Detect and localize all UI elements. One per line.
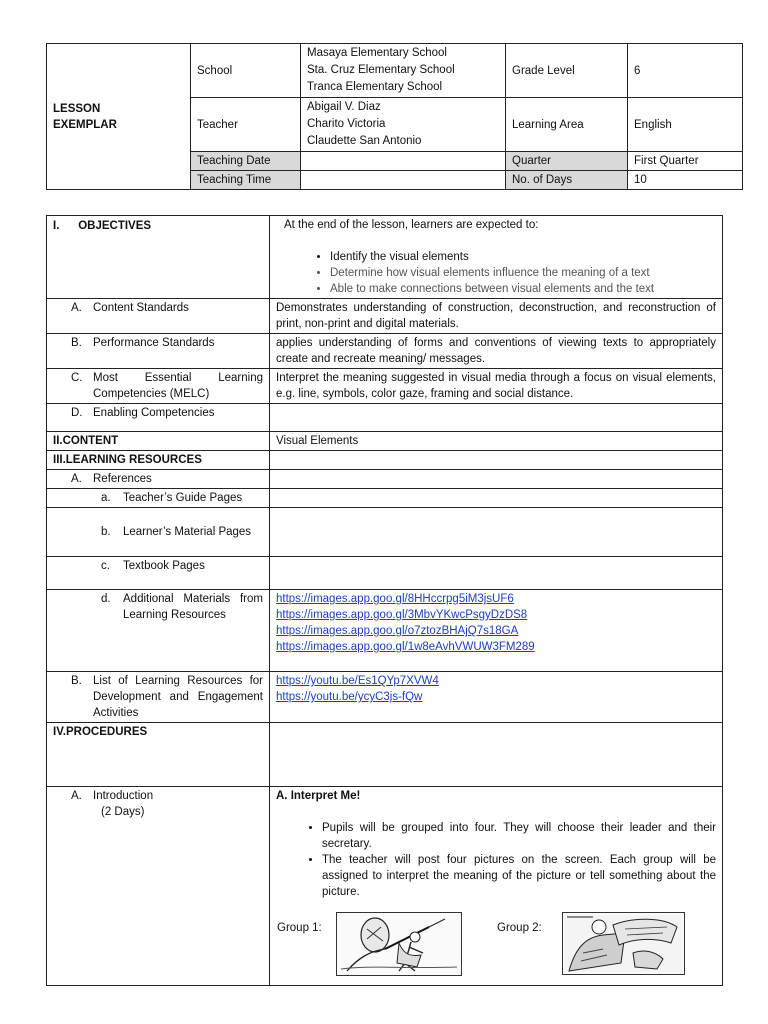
- lm-key: b.: [101, 526, 111, 538]
- youtube-link[interactable]: https://youtu.be/Es1QYp7XVW4: [276, 675, 439, 687]
- area-label: Learning Area: [506, 98, 628, 152]
- references-label: [47, 470, 270, 489]
- introduction-body: [270, 787, 723, 986]
- school-3: Tranca Elementary School: [307, 81, 443, 93]
- references-empty: [270, 470, 723, 489]
- references-key: A.: [71, 473, 82, 485]
- enabling-title: Enabling Competencies: [93, 407, 215, 419]
- teacher-1: Abigail V. Diaz: [307, 101, 381, 113]
- performance-standards-title: Performance Standards: [93, 337, 215, 349]
- introduction-title: Introduction: [93, 790, 154, 802]
- objectives-num: I.: [53, 220, 60, 232]
- lm-title: Learner’s Material Pages: [123, 526, 252, 538]
- melc-key: C.: [71, 372, 83, 384]
- performance-standards-text: applies understanding of forms and conventions of viewing texts to appropriately create and recreate meaning/ messages.: [270, 334, 723, 369]
- content-standards-key: A.: [71, 302, 82, 314]
- quarter-value: First Quarter: [628, 152, 743, 171]
- objectives-list: [284, 249, 716, 297]
- header-table: [46, 43, 743, 190]
- introduction-days: (2 Days): [101, 806, 145, 818]
- objective-item: • Able to make connections between visual elements and the text: [330, 281, 716, 297]
- time-label: Teaching Time: [191, 171, 301, 190]
- references-title: References: [93, 473, 152, 485]
- lesson-exemplar-title: LESSON EXEMPLAR: [47, 44, 191, 190]
- group-1-label: Group 1:: [277, 922, 322, 934]
- teacher-2: Charito Victoria: [307, 118, 386, 130]
- quarter-label: Quarter: [506, 152, 628, 171]
- tg-title: Teacher’s Guide Pages: [123, 492, 243, 504]
- teacher-values: [301, 98, 506, 152]
- enabling-label: [47, 404, 270, 432]
- date-value: [301, 152, 506, 171]
- resources-empty: [270, 451, 723, 470]
- school-1: Masaya Elementary School: [307, 47, 447, 59]
- lm-label: [47, 508, 270, 557]
- content-standards-title: Content Standards: [93, 302, 189, 314]
- cartoon-illustration-icon: [563, 913, 684, 974]
- area-value: English: [628, 98, 743, 152]
- objectives-intro: At the end of the lesson, learners are expected to:: [284, 219, 539, 231]
- learning-resources-label: [47, 672, 270, 723]
- content-standards-label: [47, 299, 270, 334]
- performance-standards-key: B.: [71, 337, 82, 349]
- teacher-label: Teacher: [191, 98, 301, 152]
- activity-title: A. Interpret Me!: [276, 790, 361, 802]
- tb-key: c.: [101, 560, 110, 572]
- melc-title: Most Essential Learning Competencies (MELC): [93, 372, 263, 400]
- additional-link[interactable]: https://images.app.goo.gl/1w8eAvhVWUW3FM289: [276, 641, 535, 653]
- additional-label: [47, 590, 270, 672]
- teacher-3: Claudette San Antonio: [307, 135, 422, 147]
- introduction-label: [47, 787, 270, 986]
- procedures-empty: [270, 723, 723, 787]
- enabling-text: [270, 404, 723, 432]
- school-values: [301, 44, 506, 98]
- grade-label: Grade Level: [506, 44, 628, 98]
- activity-bullets: [276, 820, 716, 900]
- introduction-key: A.: [71, 790, 82, 802]
- melc-text: Interpret the meaning suggested in visual media through a focus on visual elements, e.g. line, symbols, color gaze, framing and social distance.: [270, 369, 723, 404]
- additional-title: Additional Materials from Learning Resources: [123, 593, 263, 621]
- date-label: Teaching Date: [191, 152, 301, 171]
- learning-resources-key: B.: [71, 675, 82, 687]
- school-label: School: [191, 44, 301, 98]
- enabling-key: D.: [71, 407, 83, 419]
- additional-links: [270, 590, 723, 672]
- grade-value: 6: [628, 44, 743, 98]
- content-value: Visual Elements: [270, 432, 723, 451]
- objective-item: • Identify the visual elements: [330, 249, 716, 265]
- performance-standards-label: [47, 334, 270, 369]
- resources-label: III.LEARNING RESOURCES: [47, 451, 270, 470]
- days-value: 10: [628, 171, 743, 190]
- tb-value: [270, 557, 723, 590]
- lm-value: [270, 508, 723, 557]
- tg-value: [270, 489, 723, 508]
- objectives-body: [270, 216, 723, 299]
- objectives-title: OBJECTIVES: [78, 220, 152, 232]
- additional-key: d.: [101, 593, 111, 605]
- group-2-label: Group 2:: [497, 922, 542, 934]
- activity-bullet: • The teacher will post four pictures on the screen. Each group will be assigned to interpret the meaning of the picture or tell something about the picture.: [322, 852, 716, 900]
- content-label: II.CONTENT: [47, 432, 270, 451]
- tb-title: Textbook Pages: [123, 560, 205, 572]
- days-label: No. of Days: [506, 171, 628, 190]
- learning-resources-links: [270, 672, 723, 723]
- tg-key: a.: [101, 492, 111, 504]
- objectives-label: [47, 216, 270, 299]
- school-2: Sta. Cruz Elementary School: [307, 64, 455, 76]
- melc-label: [47, 369, 270, 404]
- activity-bullet: • Pupils will be grouped into four. They will choose their leader and their secretary.: [322, 820, 716, 852]
- content-standards-text: Demonstrates understanding of construction, deconstruction, and reconstruction of print, non-print and digital materials.: [270, 299, 723, 334]
- group-2-cartoon: [562, 912, 685, 975]
- cartoon-illustration-icon: [337, 913, 461, 975]
- additional-link[interactable]: https://images.app.goo.gl/o7ztozBHAjQ7s18GA: [276, 625, 519, 637]
- tb-label: [47, 557, 270, 590]
- time-value: [301, 171, 506, 190]
- tg-label: [47, 489, 270, 508]
- lesson-table: [46, 215, 723, 986]
- group-1-cartoon: [336, 912, 462, 976]
- learning-resources-title: List of Learning Resources for Development and Engagement Activities: [93, 675, 263, 719]
- procedures-label: IV.PROCEDURES: [47, 723, 270, 787]
- additional-link[interactable]: https://images.app.goo.gl/8HHccrpg5iM3jsUF6: [276, 593, 514, 605]
- objective-item: • Determine how visual elements influence the meaning of a text: [330, 265, 716, 281]
- youtube-link[interactable]: https://youtu.be/ycyC3js-fQw: [276, 691, 423, 703]
- additional-link[interactable]: https://images.app.goo.gl/3MbvYKwcPsgyDzDS8: [276, 609, 528, 621]
